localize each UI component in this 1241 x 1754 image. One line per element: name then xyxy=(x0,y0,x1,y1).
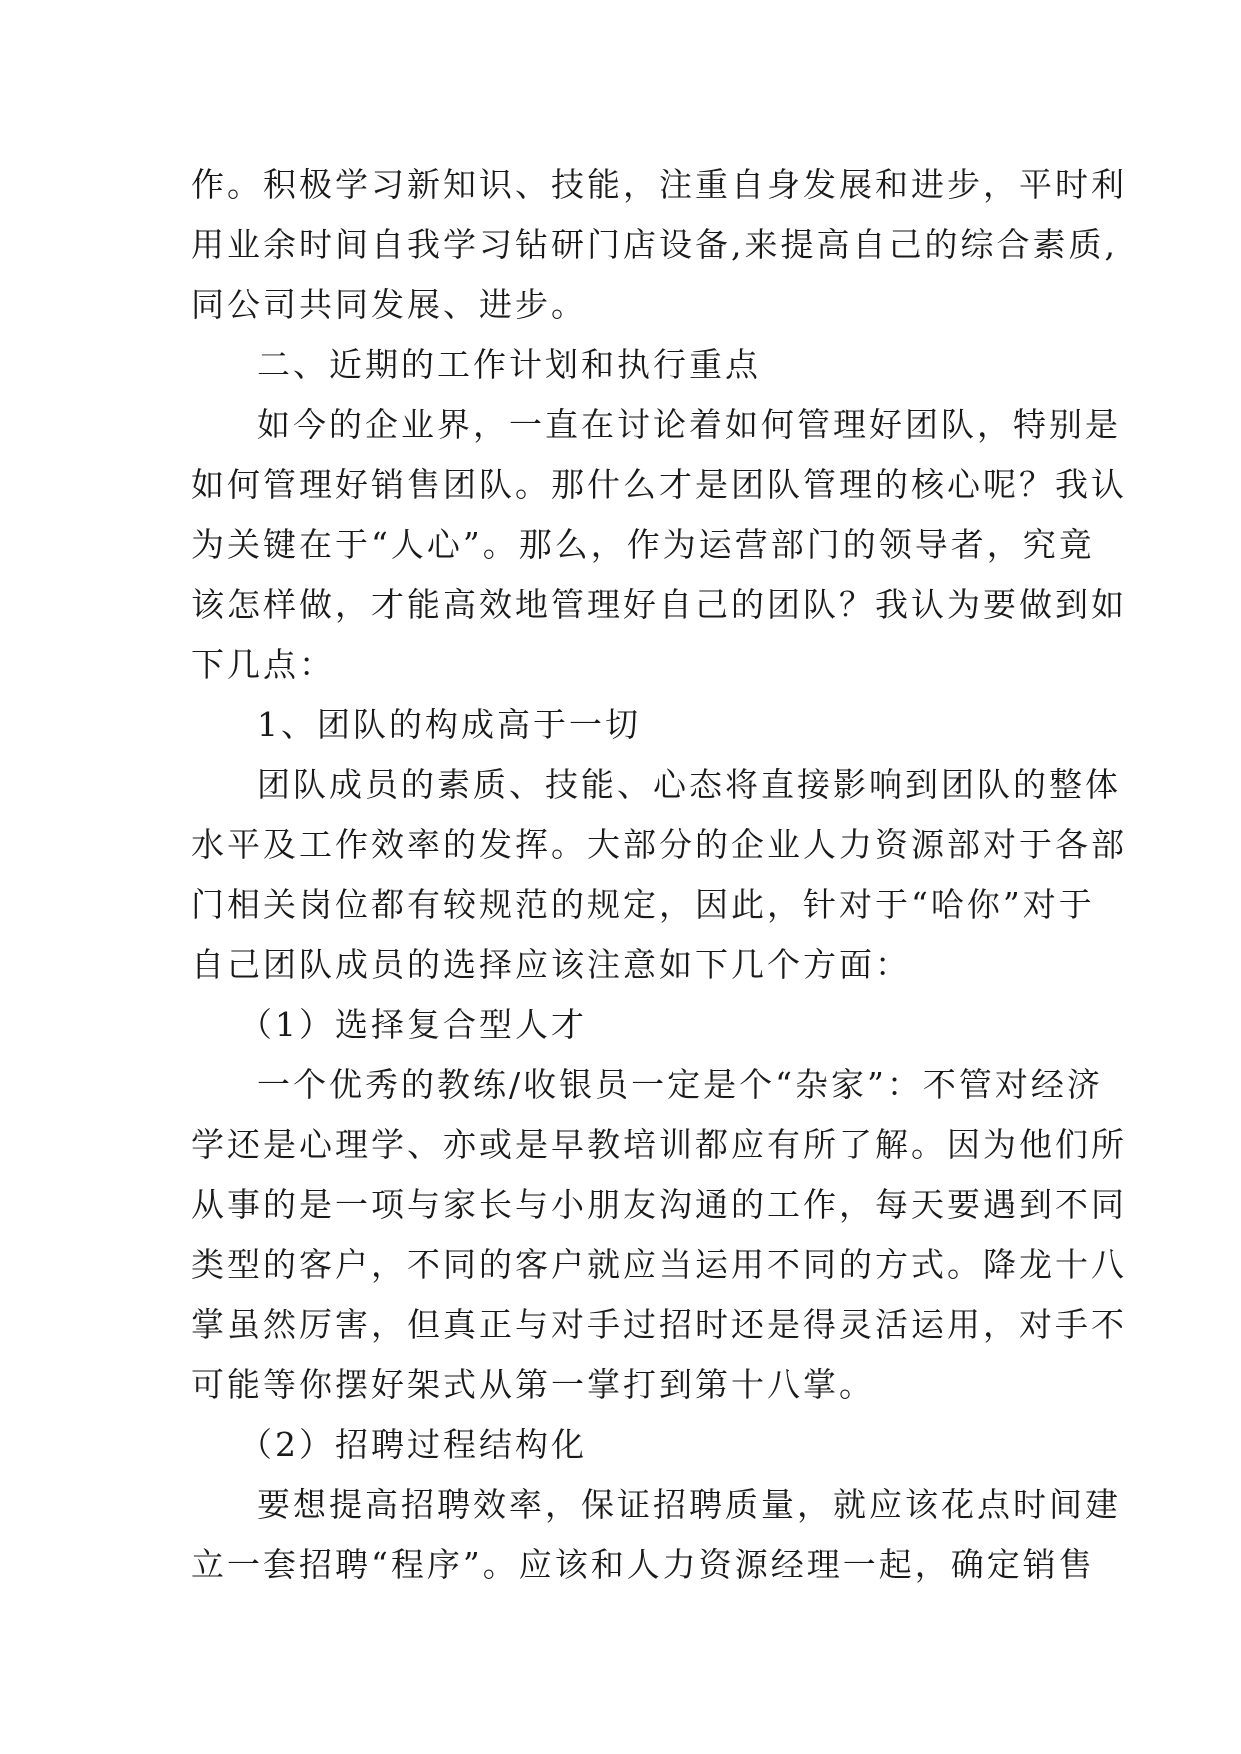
paragraph-line: 如何管理好销售团队。那什么才是团队管理的核心呢？我认 xyxy=(191,465,1127,504)
item-heading: （1）选择复合型人才 xyxy=(239,1005,587,1044)
paragraph-line: 可能等你摆好架式从第一掌打到第十八掌。 xyxy=(191,1365,875,1404)
paragraph-line: 为关键在于“人心”。那么，作为运营部门的领导者，究竟 xyxy=(191,525,1095,564)
section-heading: 二、近期的工作计划和执行重点 xyxy=(257,345,761,384)
paragraph-first-line: 团队成员的素质、技能、心态将直接影响到团队的整体 xyxy=(257,765,1121,804)
paragraph-continuation-line: 用业余时间自我学习钻研门店设备,来提高自己的综合素质, xyxy=(191,225,1118,264)
paragraph-line: 从事的是一项与家长与小朋友沟通的工作，每天要遇到不同 xyxy=(191,1185,1127,1224)
paragraph-first-line: 要想提高招聘效率，保证招聘质量，就应该花点时间建 xyxy=(257,1485,1121,1524)
subsection-heading: 1、团队的构成高于一切 xyxy=(257,705,641,744)
paragraph-line: 立一套招聘“程序”。应该和人力资源经理一起，确定销售 xyxy=(191,1545,1095,1584)
paragraph-line: 掌虽然厉害，但真正与对手过招时还是得灵活运用，对手不 xyxy=(191,1305,1127,1344)
paragraph-line: 类型的客户，不同的客户就应当运用不同的方式。降龙十八 xyxy=(191,1245,1127,1284)
paragraph-line: 自己团队成员的选择应该注意如下几个方面： xyxy=(191,945,911,984)
paragraph-line: 水平及工作效率的发挥。大部分的企业人力资源部对于各部 xyxy=(191,825,1127,864)
paragraph-continuation-line: 同公司共同发展、进步。 xyxy=(191,285,587,324)
item-heading: （2）招聘过程结构化 xyxy=(239,1425,587,1464)
paragraph-line: 门相关岗位都有较规范的规定，因此，针对于“哈你”对于 xyxy=(191,885,1095,924)
paragraph-first-line: 如今的企业界，一直在讨论着如何管理好团队，特别是 xyxy=(257,405,1121,444)
paragraph-line: 该怎样做，才能高效地管理好自己的团队？我认为要做到如 xyxy=(191,585,1127,624)
paragraph-first-line: 一个优秀的教练/收银员一定是个“杂家”：不管对经济 xyxy=(257,1065,1103,1104)
paragraph-continuation-line: 作。积极学习新知识、技能，注重自身发展和进步，平时利 xyxy=(191,165,1127,204)
paragraph-line: 学还是心理学、亦或是早教培训都应有所了解。因为他们所 xyxy=(191,1125,1127,1164)
document-body xyxy=(191,155,1127,1595)
paragraph-line: 下几点： xyxy=(191,645,335,684)
